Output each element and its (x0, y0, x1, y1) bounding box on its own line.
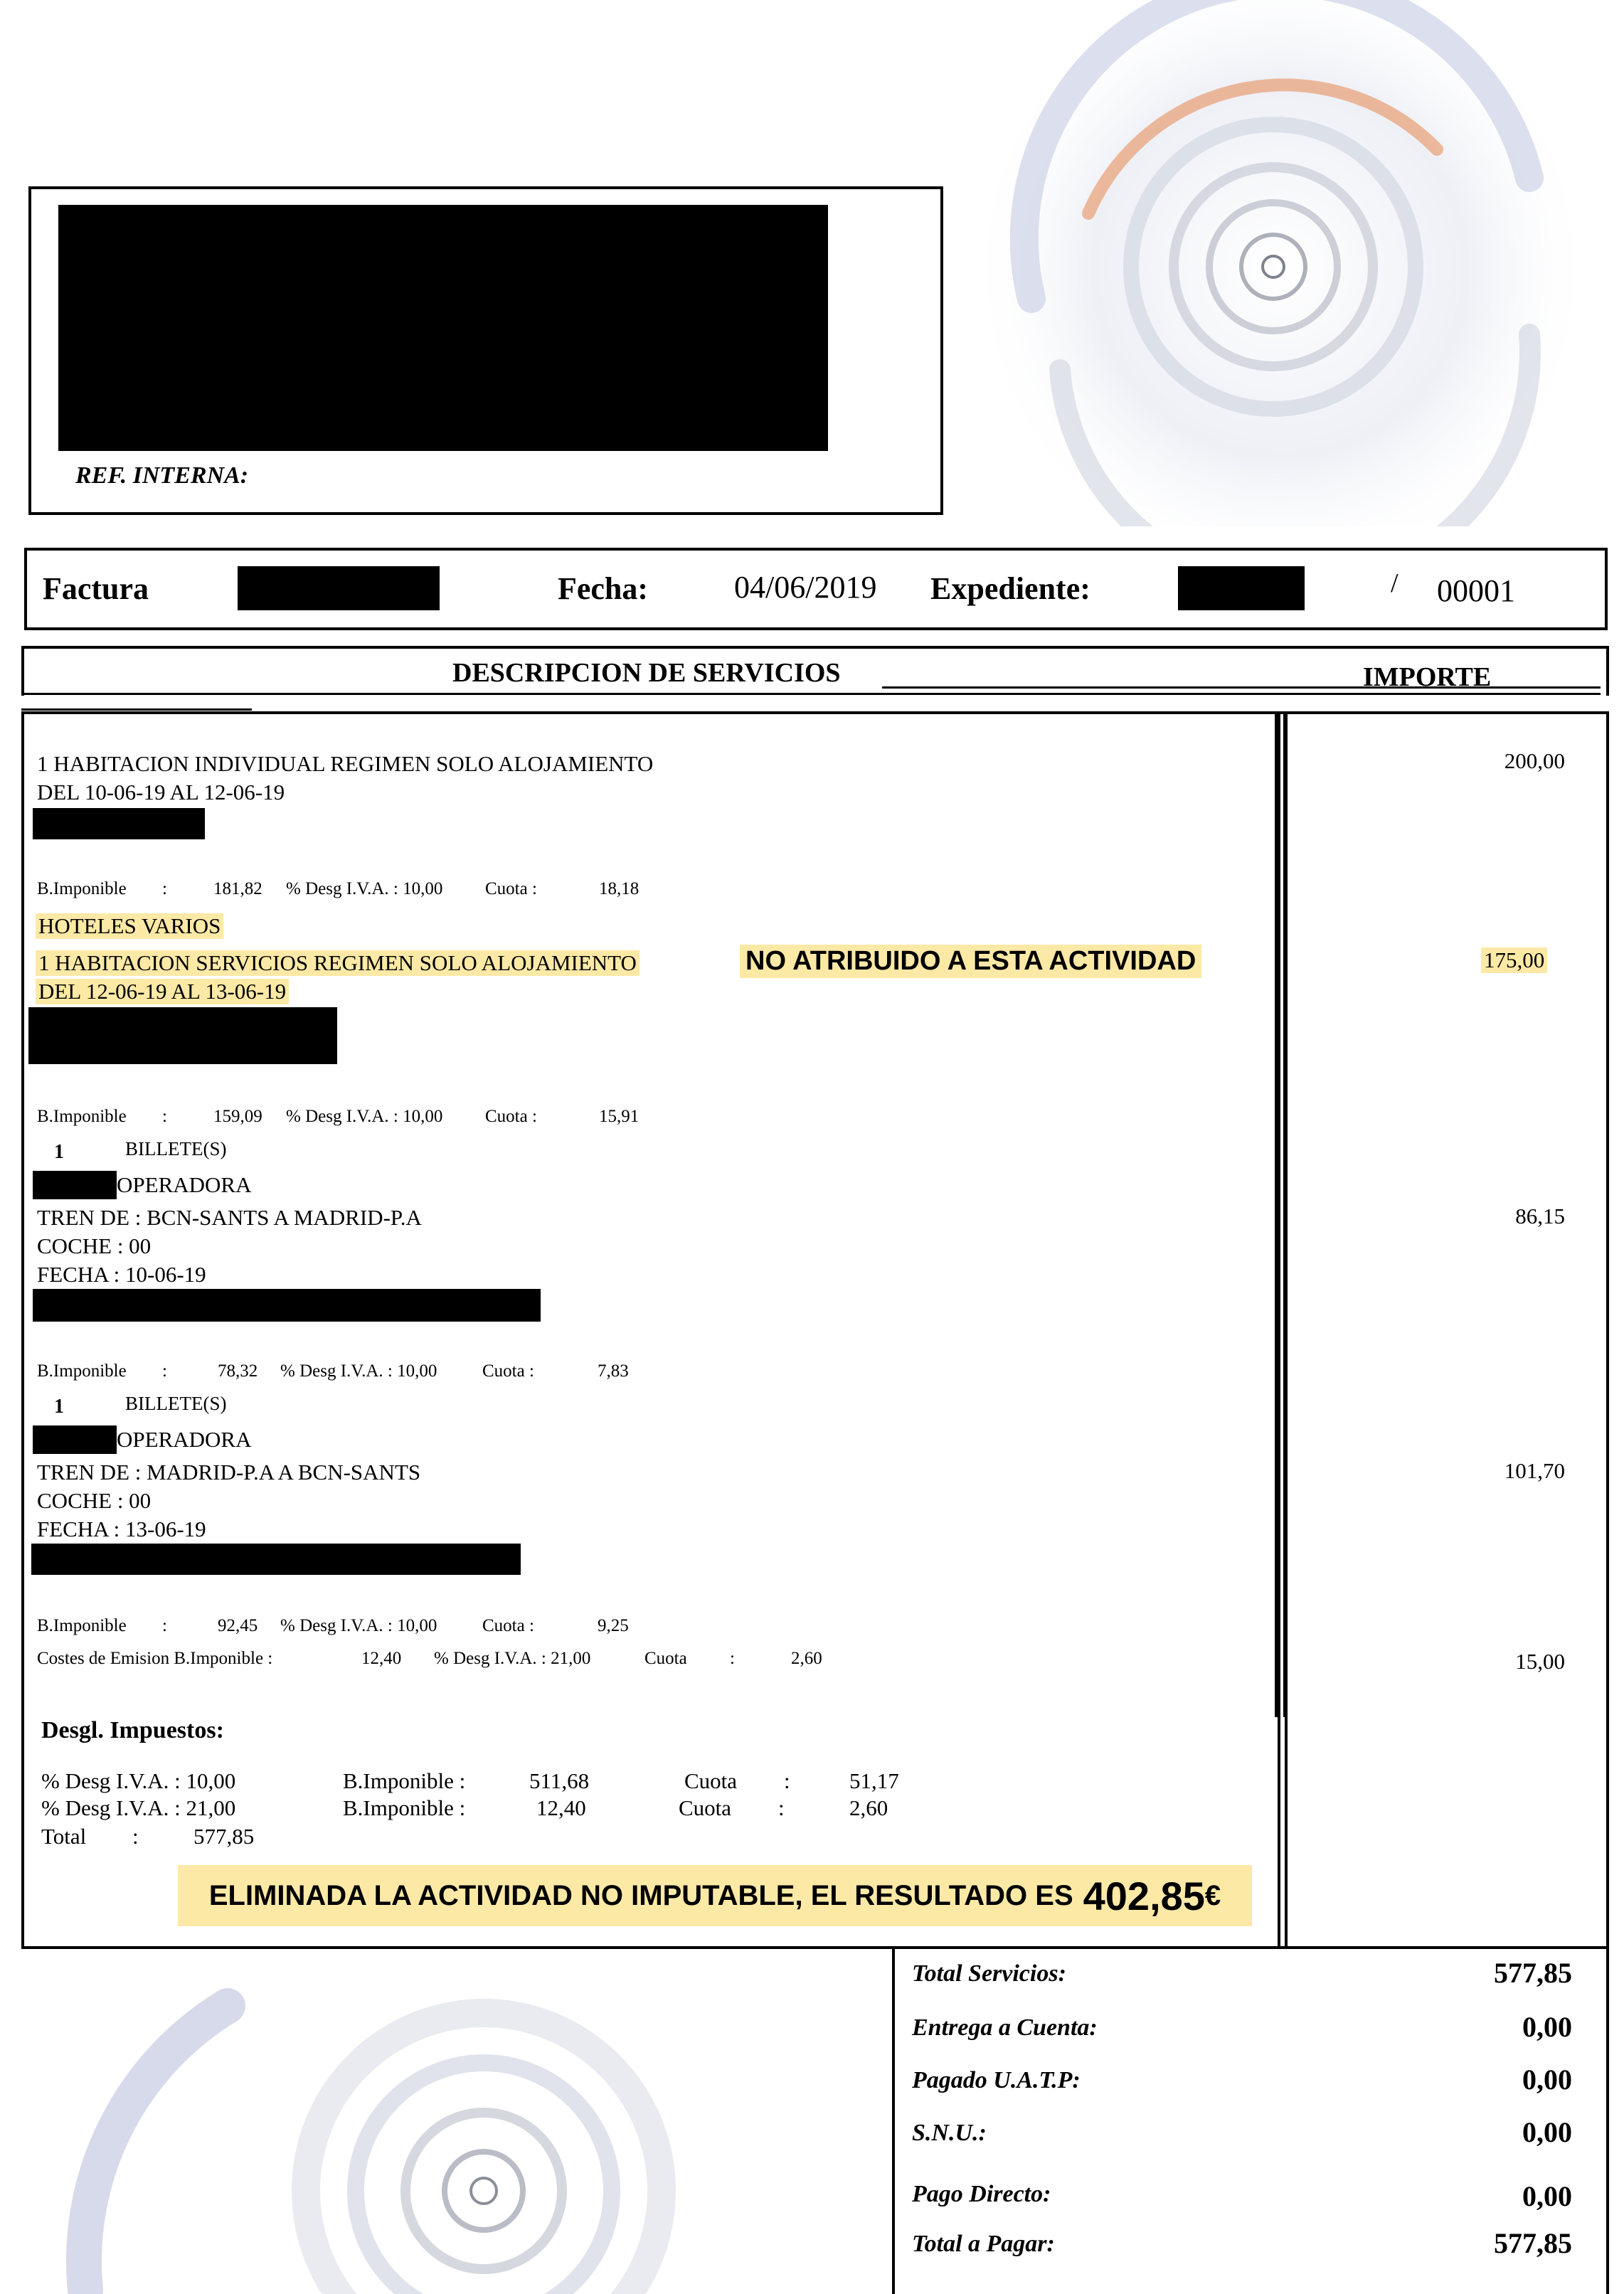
desc-left-inner-rule (1283, 714, 1285, 1717)
redacted-line-4-operator (33, 1425, 117, 1454)
redacted-invoice-number (238, 566, 440, 610)
line-4-route: TREN DE : MADRID-P.A A BCN-SANTS (37, 1460, 421, 1485)
line-3-fecha: FECHA : 10-06-19 (37, 1262, 206, 1287)
tax-row-2-base: 12,40 (536, 1795, 586, 1820)
total-pagar-value: 577,85 (1494, 2227, 1572, 2259)
line-1-tax-sep: : (162, 879, 167, 898)
tax-row-1-base: 511,68 (529, 1768, 590, 1793)
tax-row-2-cuota: 2,60 (849, 1795, 888, 1820)
line-3-amount: 86,15 (1515, 1204, 1565, 1228)
line-3-tax-label: B.Imponible (37, 1361, 127, 1381)
line-4-tax-cuota-label: Cuota : (482, 1616, 534, 1635)
tax-total-sep: : (132, 1824, 139, 1849)
tax-row-1-iva: % Desg I.V.A. : 10,00 (41, 1768, 236, 1793)
body-left-rule (21, 711, 24, 1949)
body-right-rule (1606, 711, 1609, 1949)
tax-row-1-sep: : (784, 1768, 790, 1793)
tax-row-1-cuota: 51,17 (849, 1768, 899, 1793)
column-header-right-rule (1606, 646, 1609, 696)
column-header-top-rule (21, 646, 1609, 649)
line-2-provider: HOTELES VARIOS (36, 913, 223, 939)
expediente-number: 00001 (1437, 573, 1515, 608)
result-note (178, 1865, 1252, 1926)
line-3-tax-cuota: 7,83 (598, 1361, 629, 1381)
line-3-route: TREN DE : BCN-SANTS A MADRID-P.A (37, 1205, 422, 1230)
entrega-cuenta-label: Entrega a Cuenta: (912, 2014, 1098, 2041)
snu-value: 0,00 (1522, 2116, 1572, 2148)
tax-row-2-sep: : (778, 1795, 785, 1820)
line-3-qty-label: BILLETE(S) (125, 1138, 227, 1159)
line-4-qty: 1 (54, 1396, 64, 1418)
fecha-label: Fecha: (558, 571, 649, 606)
line-4-operator: OPERADORA (117, 1427, 252, 1452)
line-2-tax-base: 159,09 (213, 1107, 262, 1126)
line-4-tax-label: B.Imponible (37, 1616, 127, 1635)
tax-row-2-iva: % Desg I.V.A. : 21,00 (41, 1795, 236, 1820)
line-2-tax-label: B.Imponible (37, 1107, 127, 1126)
line-3-tax-sep: : (162, 1361, 167, 1381)
redacted-line-3 (33, 1289, 541, 1322)
column-header-bottom-rule (21, 693, 1601, 695)
line-4-tax-cuota: 9,25 (598, 1616, 629, 1635)
line-3-qty: 1 (54, 1141, 64, 1163)
line-4-amount: 101,70 (1504, 1458, 1565, 1483)
line-2-tax-sep: : (162, 1107, 167, 1126)
line-2-note: NO ATRIBUIDO A ESTA ACTIVIDAD (740, 945, 1201, 978)
factura-label: Factura (43, 571, 149, 606)
result-note-text: ELIMINADA LA ACTIVIDAD NO IMPUTABLE, EL RESULTADO ES (208, 1879, 1073, 1911)
result-note-value: 402,85 (1083, 1873, 1205, 1918)
total-pagar-label: Total a Pagar: (912, 2231, 1055, 2257)
column-header-left-rule (21, 646, 24, 696)
line-1-tax-cuota: 18,18 (599, 879, 639, 898)
result-note-currency: € (1204, 1879, 1221, 1911)
line-1-dates: DEL 10-06-19 AL 12-06-19 (37, 780, 285, 805)
emission-sep: : (730, 1649, 735, 1668)
line-1-tax-label: B.Imponible (37, 879, 127, 898)
ref-interna-label: REF. INTERNA: (75, 462, 249, 489)
fecha-value: 04/06/2019 (734, 570, 877, 605)
line-4-qty-label: BILLETE(S) (125, 1393, 227, 1414)
swirl-watermark-bottom (43, 1963, 868, 2294)
emission-cuota-label: Cuota (644, 1649, 687, 1668)
pago-directo-value: 0,00 (1522, 2180, 1572, 2212)
line-3-coche: COCHE : 00 (37, 1233, 152, 1258)
line-4-tax-sep: : (162, 1616, 167, 1635)
entrega-cuenta-value: 0,00 (1522, 2011, 1572, 2043)
tax-total-label: Total (41, 1824, 87, 1849)
total-servicios-value: 577,85 (1494, 1957, 1572, 1989)
emission-iva: % Desg I.V.A. : 21,00 (434, 1649, 591, 1668)
amount-column-header: IMPORTE (1363, 662, 1492, 692)
expediente-slash: / (1391, 568, 1399, 598)
redacted-line-4 (31, 1544, 521, 1575)
snu-label: S.N.U.: (912, 2120, 987, 2146)
pagado-uatp-label: Pagado U.A.T.P: (912, 2067, 1081, 2093)
line-2-amount: 175,00 (1481, 947, 1547, 973)
tax-breakdown-title: Desgl. Impuestos: (41, 1717, 224, 1743)
redacted-line-2 (28, 1007, 337, 1064)
description-column-header: DESCRIPCION DE SERVICIOS (452, 658, 841, 688)
tax-row-2-base-label: B.Imponible : (343, 1795, 466, 1820)
line-1-amount: 200,00 (1504, 748, 1565, 773)
line-1-tax-base: 181,82 (213, 879, 262, 898)
line-2-dates: DEL 12-06-19 AL 13-06-19 (36, 979, 289, 1004)
totals-right-rule (1606, 1946, 1609, 2294)
line-2-tax-cuota-label: Cuota : (485, 1107, 537, 1126)
column-header-bottom-rule-2 (882, 686, 1601, 689)
pagado-uatp-value: 0,00 (1522, 2064, 1572, 2096)
line-4-coche: COCHE : 00 (37, 1488, 152, 1513)
tax-row-1-base-label: B.Imponible : (343, 1768, 466, 1793)
total-servicios-label: Total Servicios: (912, 1960, 1066, 1987)
totals-left-rule (892, 1946, 895, 2294)
emission-cuota: 2,60 (791, 1649, 822, 1668)
line-3-operator: OPERADORA (117, 1172, 252, 1197)
redacted-address (58, 205, 828, 451)
body-top-rule (21, 711, 1609, 714)
tax-row-1-cuota-label: Cuota (684, 1768, 738, 1793)
tax-row-2-cuota-label: Cuota (679, 1795, 732, 1820)
body-divider-rule (1278, 711, 1280, 1949)
pago-directo-label: Pago Directo: (912, 2181, 1051, 2207)
body-divider-rule-2 (1285, 711, 1288, 1949)
expediente-label: Expediente: (930, 571, 1090, 606)
line-2-tax-iva: % Desg I.V.A. : 10,00 (286, 1107, 443, 1126)
line-3-tax-cuota-label: Cuota : (482, 1361, 534, 1381)
redacted-expediente (1178, 566, 1305, 610)
line-1-desc: 1 HABITACION INDIVIDUAL REGIMEN SOLO ALOJAMIENTO (37, 751, 654, 776)
tax-total-value: 577,85 (193, 1824, 255, 1849)
line-3-tax-base: 78,32 (218, 1361, 258, 1381)
body-bottom-rule (21, 1946, 1609, 1949)
emission-amount: 15,00 (1515, 1649, 1565, 1674)
line-1-tax-iva: % Desg I.V.A. : 10,00 (286, 879, 443, 898)
line-2-desc: 1 HABITACION SERVICIOS REGIMEN SOLO ALOJAMIENTO (36, 950, 639, 976)
line-1-tax-cuota-label: Cuota : (485, 879, 537, 898)
body-top-rule-short (21, 708, 252, 711)
line-3-tax-iva: % Desg I.V.A. : 10,00 (280, 1361, 437, 1381)
redacted-line-1 (33, 808, 205, 839)
line-4-tax-base: 92,45 (218, 1616, 258, 1635)
line-4-tax-iva: % Desg I.V.A. : 10,00 (280, 1616, 437, 1635)
line-4-fecha: FECHA : 13-06-19 (37, 1517, 206, 1541)
line-2-tax-cuota: 15,91 (599, 1107, 639, 1126)
redacted-line-3-operator (33, 1171, 117, 1199)
desc-column-inner-rule (1275, 714, 1278, 1717)
swirl-watermark-top (946, 0, 1624, 526)
emission-base: 12,40 (361, 1649, 402, 1668)
emission-label: Costes de Emision B.Imponible : (37, 1649, 273, 1668)
